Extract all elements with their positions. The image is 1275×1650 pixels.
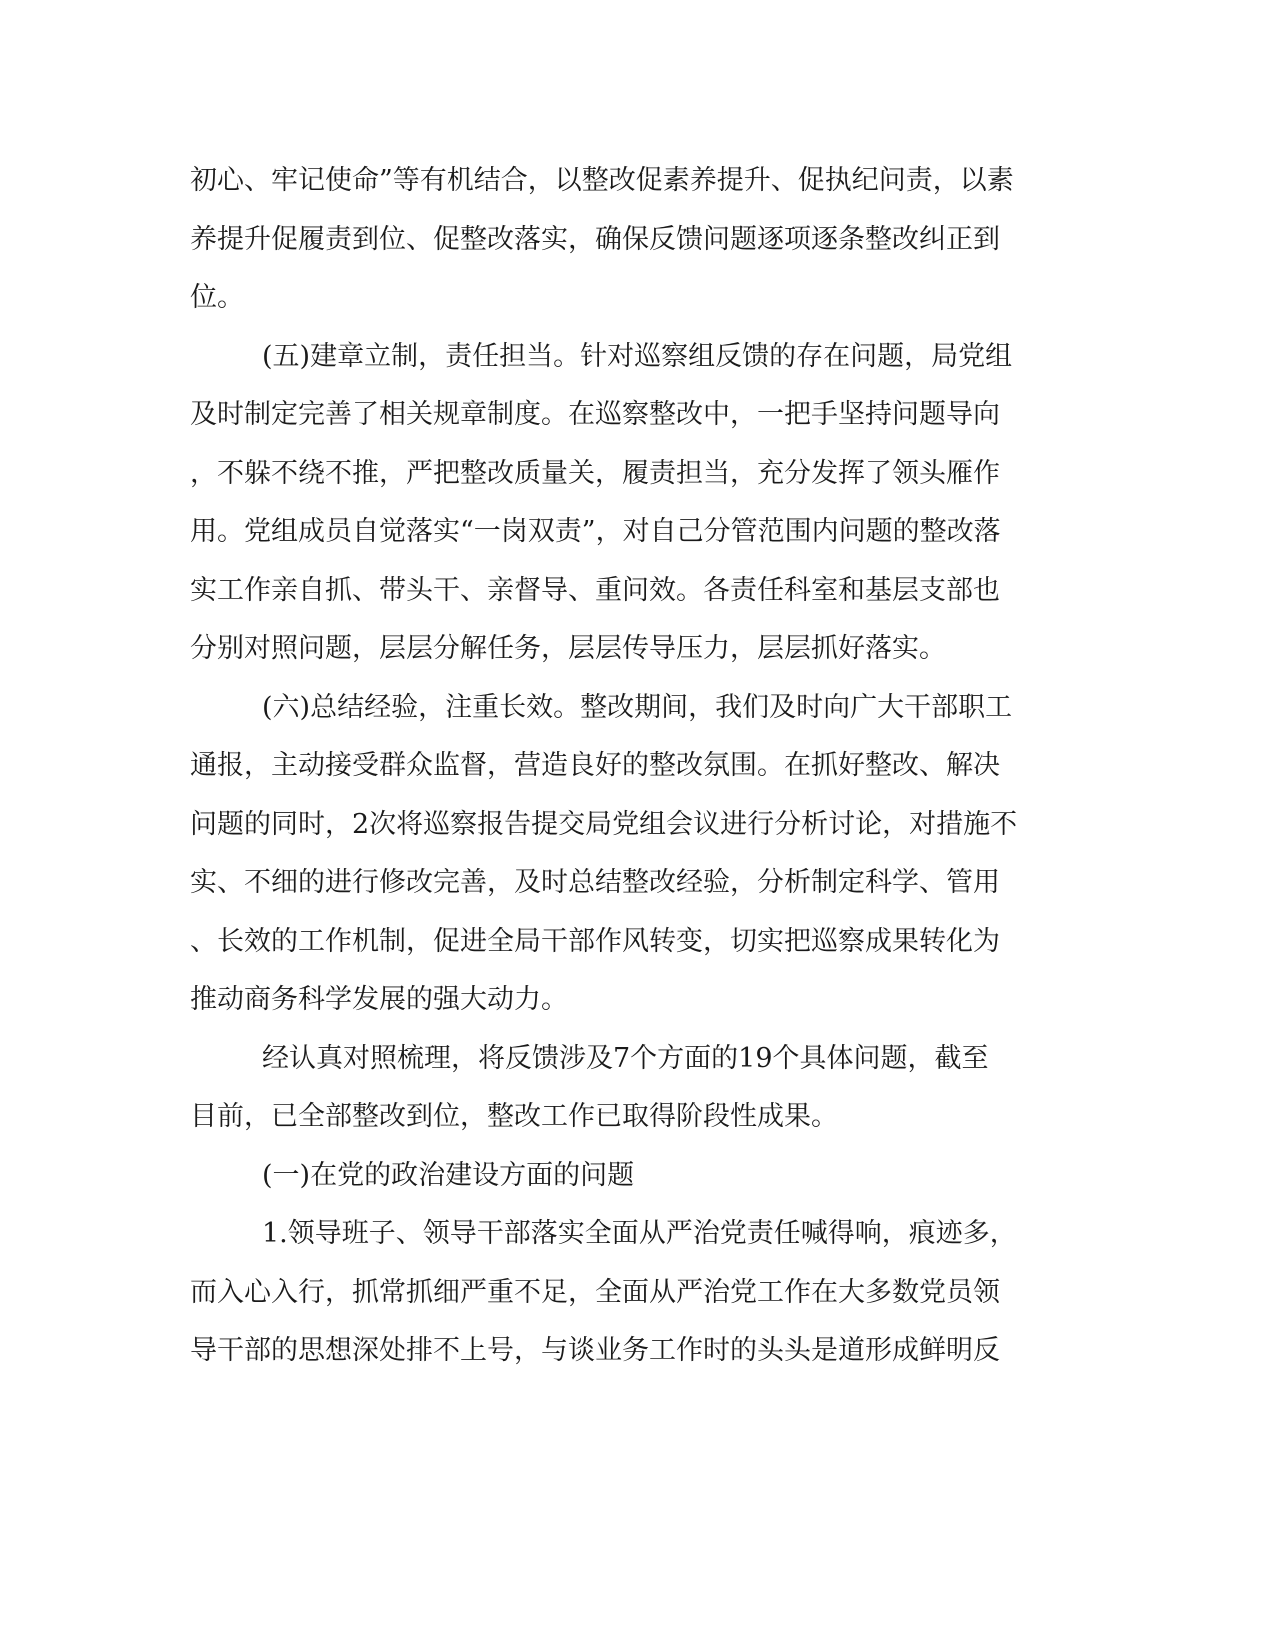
section-heading-line: (一)在党的政治建设方面的问题 — [262, 1160, 635, 1191]
paragraph-line: 经认真对照梳理，将反馈涉及7个方面的19个具体问题，截至 — [262, 1043, 989, 1074]
list-item-line: 1.领导班子、领导干部落实全面从严治党责任喊得响，痕迹多， — [262, 1218, 1017, 1249]
paragraph-line: 实、不细的进行修改完善，及时总结整改经验，分析制定科学、管用 — [190, 867, 1000, 898]
paragraph-line: 分别对照问题，层层分解任务，层层传导压力，层层抓好落实。 — [190, 633, 946, 664]
paragraph-line: 导干部的思想深处排不上号，与谈业务工作时的头头是道形成鲜明反 — [190, 1335, 1000, 1366]
section-heading-line: (六)总结经验，注重长效。整改期间，我们及时向广大干部职工 — [262, 692, 1013, 723]
paragraph-line: 问题的同时，2次将巡察报告提交局党组会议进行分析讨论，对措施不 — [190, 809, 1018, 840]
paragraph-line: 推动商务科学发展的强大动力。 — [190, 984, 568, 1015]
paragraph-line: 、长效的工作机制，促进全局干部作风转变，切实把巡察成果转化为 — [190, 926, 1000, 957]
paragraph-line: 而入心入行，抓常抓细严重不足，全面从严治党工作在大多数党员领 — [190, 1277, 1000, 1308]
paragraph-line: 通报，主动接受群众监督，营造良好的整改氛围。在抓好整改、解决 — [190, 750, 1000, 781]
paragraph-line: 初心、牢记使命”等有机结合，以整改促素养提升、促执纪问责，以素 — [190, 165, 1014, 196]
paragraph-line: 及时制定完善了相关规章制度。在巡察整改中，一把手坚持问题导向 — [190, 399, 1000, 430]
paragraph-line: 养提升促履责到位、促整改落实，确保反馈问题逐项逐条整改纠正到 — [190, 224, 1000, 255]
paragraph-line: 实工作亲自抓、带头干、亲督导、重问效。各责任科室和基层支部也 — [190, 575, 1000, 606]
paragraph-line: 位。 — [190, 282, 244, 313]
section-heading-line: (五)建章立制，责任担当。针对巡察组反馈的存在问题，局党组 — [262, 341, 1013, 372]
paragraph-line: 目前，已全部整改到位，整改工作已取得阶段性成果。 — [190, 1101, 838, 1132]
paragraph-line: 用。党组成员自觉落实“一岗双责”，对自己分管范围内问题的整改落 — [190, 516, 1001, 547]
paragraph-line: ，不躲不绕不推，严把整改质量关，履责担当，充分发挥了领头雁作 — [190, 458, 1000, 489]
